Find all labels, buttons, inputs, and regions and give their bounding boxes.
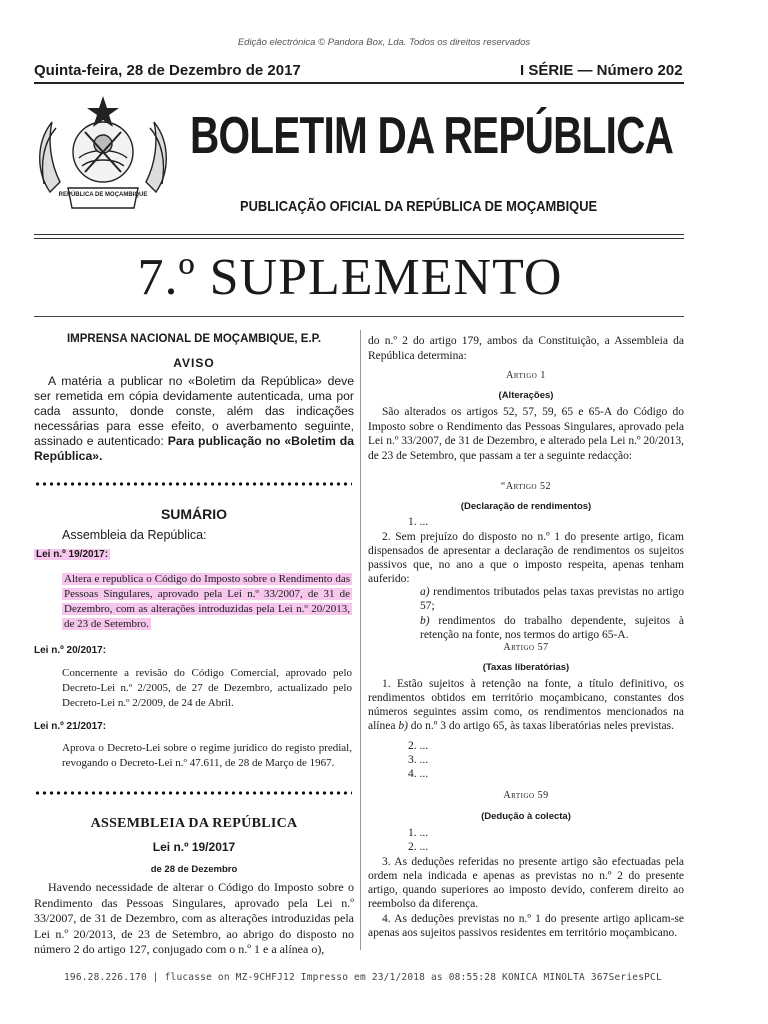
dotted-separator <box>34 790 352 796</box>
article-paragraph: 1. ... <box>408 827 429 839</box>
article-paragraph: 3. ... <box>408 754 429 766</box>
article-subheading: (Taxas liberatórias) <box>482 662 570 673</box>
summary-law-description: Aprova o Decreto-Lei sobre o regime jurídico do registo predial, revogando o Decreto-Lei n.º 47.611, de 28 de Março de 1967. <box>62 742 352 769</box>
article-item <box>420 585 684 613</box>
highlighted-text: Altera e republica o Código do Imposto sobre o Rendimento das Pessoas Singulares, aprovado pela Lei n.º 33/2007, de 31 de Dezembro, com as alterações introduzidas pela Lei n.º 20/2013, de 23 de Setembro. <box>64 573 350 630</box>
article-heading: Artigo 57 <box>503 642 549 653</box>
journal-subtitle: PUBLICAÇÃO OFICIAL DA REPÚBLICA DE MOÇAMBIQUE <box>240 198 598 215</box>
article-heading: Artigo 1 <box>506 370 546 381</box>
column-divider <box>360 330 361 950</box>
item-text: rendimentos tributados pelas taxas previstas no artigo 57; <box>420 586 684 612</box>
header-rule <box>34 82 684 84</box>
edition-notice: Edição electrónica © Pandora Box, Lda. Todos os direitos reservados <box>237 37 531 48</box>
article-paragraph <box>368 677 684 733</box>
header-rule <box>34 234 684 235</box>
summary-title: SUMÁRIO <box>160 506 228 522</box>
notice-title: AVISO <box>173 356 215 370</box>
supplement-title: 7.º SUPLEMENTO <box>137 249 563 306</box>
article-paragraph: 3. As deduções referidas no presente artigo são efectuadas pela ordem nela indicada e apenas as previstas no n.º 2 do presente artigo, quando superiores ao imposto devido, conferem direito ao reembolso da diferença. <box>368 856 684 910</box>
dotted-separator <box>34 481 352 487</box>
law-preamble-continued: do n.º 2 do artigo 179, ambos da Constituição, a Assembleia da República determina: <box>368 335 684 362</box>
article-subheading: (Declaração de rendimentos) <box>460 501 592 512</box>
summary-law-description <box>62 572 352 632</box>
section-title: ASSEMBLEIA DA REPÚBLICA <box>90 816 298 831</box>
header-rule <box>34 316 684 317</box>
publisher-name: IMPRENSA NACIONAL DE MOÇAMBIQUE, E.P. <box>66 333 322 345</box>
law-preamble: Havendo necessidade de alterar o Código do Imposto sobre o Rendimento das Pessoas Singulares, aprovado pela Lei n.º 33/2007, de 31 de Dezembro, com as alterações introduzidas pela Lei n.º 20/2013, de 23 de Setembro, ao abrigo do disposto no número 2 do artigo 127, conjugado com o n.º 1 e a alínea o), <box>34 880 354 956</box>
paragraph-ref: b) <box>398 720 408 732</box>
article-paragraph: 2. ... <box>408 740 429 752</box>
article-heading: Artigo 59 <box>503 790 549 801</box>
summary-law-description: Concernente a revisão do Código Comercial, aprovado pelo Decreto-Lei n.º 2/2005, de 27 de Dezembro, actualizado pelo Decreto-Lei n.º 2/2009, de 24 de Abril. <box>62 667 352 709</box>
paragraph-text: do n.º 3 do artigo 65, às taxas liberatórias neles previstas. <box>407 720 675 732</box>
item-text: rendimentos do trabalho dependente, sujeitos à retenção na fonte, nos termos do artigo 65-A. <box>420 615 684 641</box>
article-subheading: (Alterações) <box>498 390 554 401</box>
notice-body <box>34 374 354 464</box>
journal-title: BOLETIM DA REPÚBLICA <box>190 107 674 165</box>
article-paragraph: 1. ... <box>408 516 429 528</box>
article-subheading: (Dedução à colecta) <box>481 811 571 822</box>
article-paragraph: 2. Sem prejuízo do disposto no n.º 1 do presente artigo, ficam dispensados de apresentar a declaração de rendimentos os sujeitos passivos que, no ano a que o imposto respeita, apenas tenham auferido: <box>368 531 684 585</box>
item-letter: a) <box>420 586 430 598</box>
article-paragraph: 4. ... <box>408 768 429 780</box>
article-paragraph: 4. As deduções previstas no n.º 1 do presente artigo aplicam-se apenas aos sujeitos passivos residentes em território moçambicano. <box>368 913 684 939</box>
summary-law-label: Lei n.º 20/2017: <box>34 645 107 656</box>
header-rule <box>34 238 684 239</box>
article-heading: “Artigo 52 <box>500 481 552 492</box>
print-footer: 196.28.226.170 | flucasse on MZ-9CHFJ12 Impresso em 23/1/2018 as 08:55:28 KONICA MINOLTA 367SeriesPCL <box>64 972 662 983</box>
article-paragraph: 2. ... <box>408 841 429 853</box>
summary-law-label: Lei n.º 21/2017: <box>34 721 107 732</box>
emblem-banner-text: REPÚBLICA DE MOÇAMBIQUE <box>58 192 148 198</box>
summary-law-label <box>34 549 110 560</box>
summary-assembly: Assembleia da República: <box>62 528 207 542</box>
item-letter: b) <box>420 615 430 627</box>
issue-date: Quinta-feira, 28 de Dezembro de 2017 <box>34 62 301 79</box>
law-number: Lei n.º 19/2017 <box>152 840 236 854</box>
highlighted-text: Lei n.º 19/2017: <box>36 549 109 560</box>
notice-text: A matéria a publicar no «Boletim da República» deve ser remetida em cópia devidamente autenticada, uma por cada assunto, donde conste, além das indicações necessárias para esse efeito, o averbamento seguinte, assinado e autenticado: <box>34 374 354 448</box>
coat-of-arms-emblem <box>30 92 176 224</box>
law-date: de 28 de Dezembro <box>150 864 238 875</box>
article-body: São alterados os artigos 52, 57, 59, 65 e 65-A do Código do Imposto sobre o Rendimento das Pessoas Singulares, aprovado pela Lei n.º 33/2007, de 31 de Dezembro, e alterado pela Lei n.º 20/2013, de 23 de Setembro, que passam a ter a seguinte redacção: <box>368 406 684 462</box>
notice-text-bold: Para publicação no «Boletim da República». <box>34 434 355 463</box>
paragraph-text: 1. Estão sujeitos à retenção na fonte, a título definitivo, os rendimentos obtidos em território moçambicano, constantes dos números seguintes assim como, os rendimentos mencionados na alínea <box>368 678 684 732</box>
issue-series: I SÉRIE — Número 202 <box>520 62 683 79</box>
article-item <box>420 614 684 642</box>
